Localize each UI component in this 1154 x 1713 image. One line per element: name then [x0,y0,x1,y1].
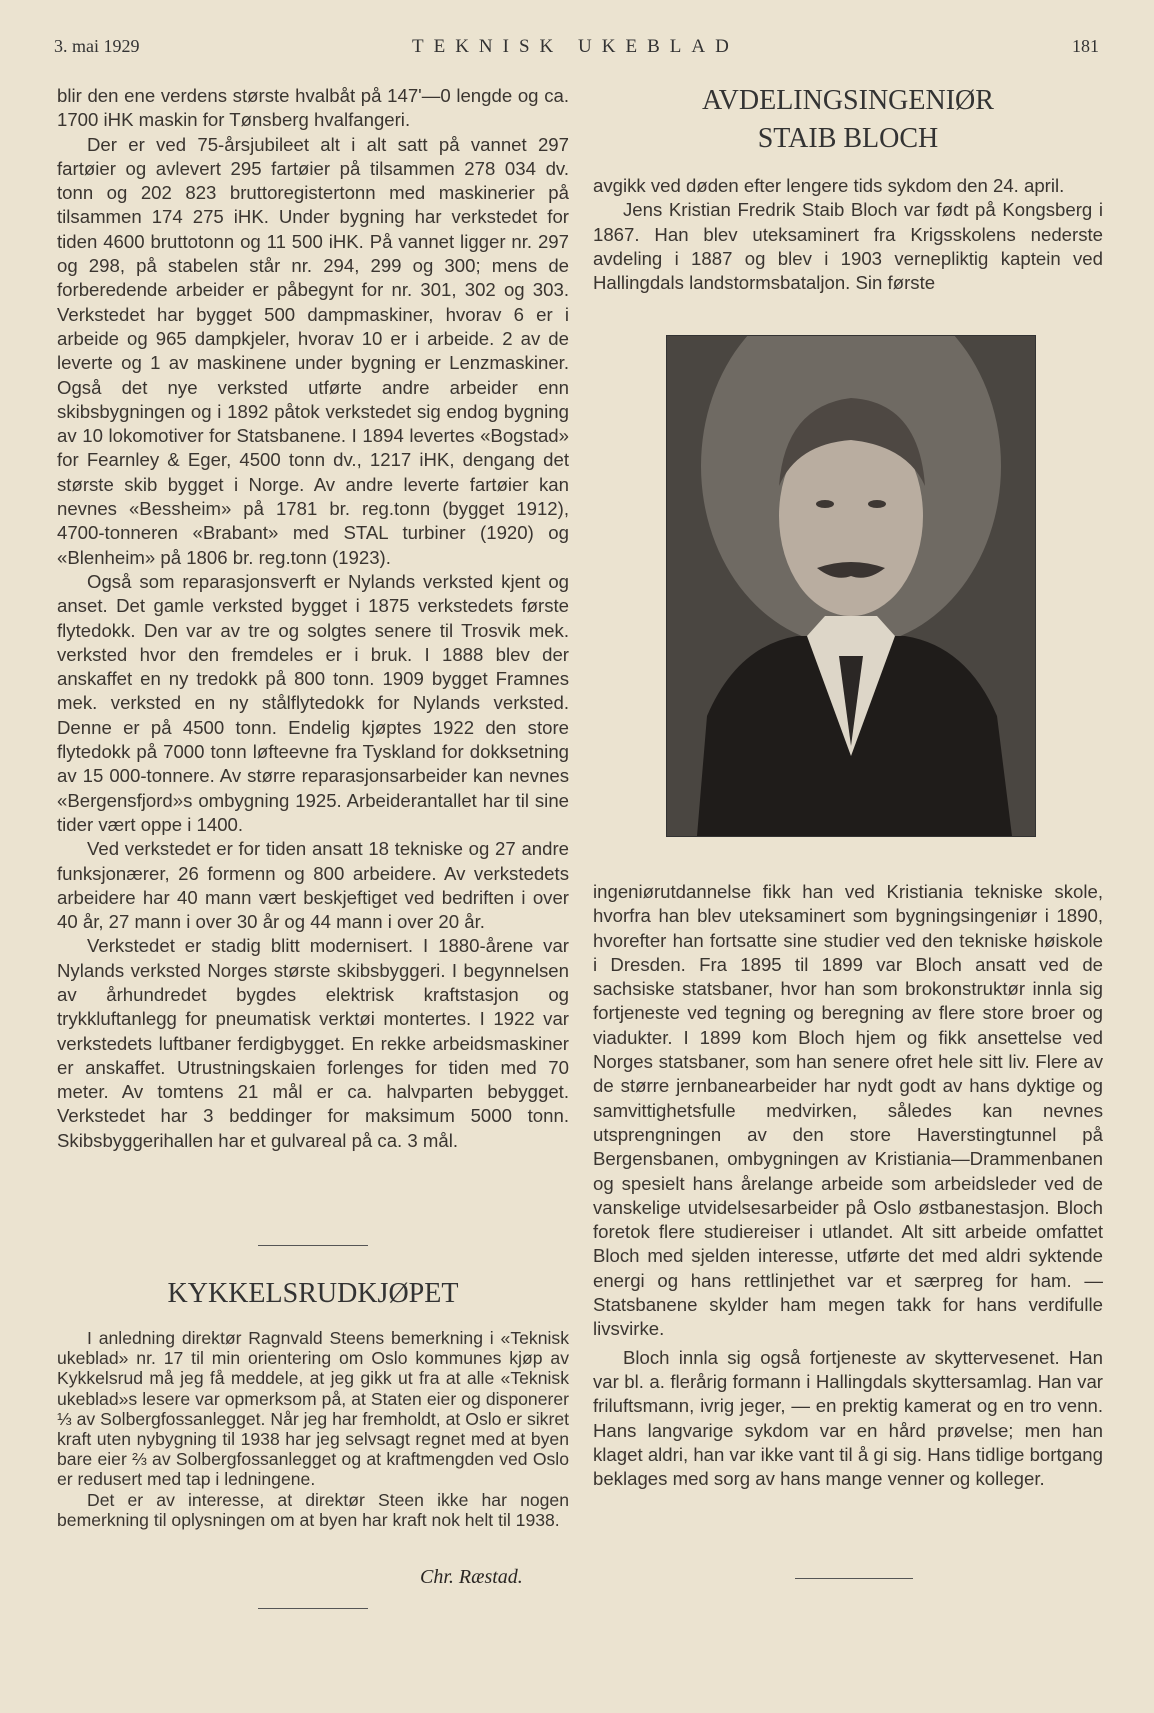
obituary-heading-line2: STAIB BLOCH [757,123,939,154]
journal-title: TEKNISK UKEBLAD [412,36,739,57]
paragraph: I anledning direktør Ragnvald Steens bemerkning i «Teknisk ukeblad» nr. 17 til min orientering om Oslo kommunes kjøp av Kykkelsrud må jeg få meddele, at jeg gikk ut fra at alle «Teknisk ukeblad»s lesere var opmerksom på, at Staten eier og disponerer ⅓ av Solbergfossanlegget. Når jeg har fremholdt, at Oslo er sikret kraft uten nybygning til 1938 har jeg selvsagt regnet med at byen bare eier ⅔ av Solbergfossanlegget og at kraftmengden ved Oslo er redusert med tap i ledningene. [57,1328,569,1490]
kykkelsrud-heading: KYKKELSRUDKJØPET [167,1278,459,1309]
paragraph: Også som reparasjonsverft er Nylands verksted kjent og anset. Det gamle verksted bygget i 1875 verkstedets første flytedokk. Den var av tre og solgtes senere til Trosvik mek. verksted hvor den fremdeles er i bruk. I 1888 blev der anskaffet en ny tredokk på 800 tonn. 1909 bygget Framnes mek. verksted en ny stålflytedokk for Nylands verksted. Denne er på 4500 tonn. Endelig kjøptes 1922 den store flytedokk på 7000 tonn løfteevne fra Tyskland for dokksetning av 15 000-tonnere. Av større reparasjonsarbeider kan nevnes «Bergensfjord»s ombygning 1925. Arbeiderantallet har til sine tider vært oppe i 1400. [57,570,569,835]
portrait-illustration [667,336,1035,836]
paragraph: Der er ved 75-årsjubileet alt i alt satt på vannet 297 fartøier og avlevert 295 fartøier på tilsammen 278 034 dv. tonn og 202 823 bruttoregistertonn med maskinerier på tilsammen 174 275 iHK. Under bygning har verkstedet for tiden 4600 bruttotonn og 11 500 iHK. På vannet ligger nr. 297 og 298, på stabelen står nr. 294, 299 og 300; mens de forberedende arbeider er påbegynt for nr. 301, 302 og 303. Verkstedet har bygget 500 dampmaskiner, hvorav 6 er i arbeide og 965 dampkjeler, hvorav 10 er i arbeide. 2 av de leverte og 1 av maskinene under bygning er Lenzmaskiner. Også det nye verksted utførte andre arbeider enn skibsbygningen og i 1892 påtok verkstedet sig endog bygning av 10 lokomotiver for Statsbanene. I 1894 levertes «Bogstad» for Fearnley & Eger, 4500 tonn dv., 1217 iHK, dengang det største skib bygget i Norge. Av andre leverte fartøier kan nevnes «Bessheim» på 1781 br. reg.tonn (bygget 1912), 4700-tonneren «Brabant» med STAL turbiner (1920) og «Blenheim» på 1806 br. reg.tonn (1923). [57,133,569,568]
paragraph: avgikk ved døden efter lengere tids sykdom den 24. april. [593,175,1065,196]
paragraph: Verkstedet er stadig blitt modernisert. I 1880-årene var Nylands verksted Norges største skibsbyggeri. I begynnelsen av århundredet bygdes elektrisk kraftstasjon og trykkluftanlegg for pneumatisk verktøi montertes. I 1922 var verkstedets luftbaner ferdigbygget. En rekke arbeidsmaskiner er anskaffet. Utrustningskaien forlenges for tiden med 70 meter. Av tomtens 21 mål er ca. halvparten bebygget. Verkstedet har 3 beddinger for maksimum 5000 tonn. Skibsbyggerihallen har et gulvareal på ca. 3 mål. [57,935,569,1151]
nylands-article [57,84,569,1153]
obituary-heading-line1: AVDELINGSINGENIØR [702,85,994,116]
kykkelsrud-article [57,1328,569,1530]
author-signature: Chr. Ræstad. [420,1566,523,1588]
issue-date: 3. mai 1929 [54,36,140,56]
paragraph: ingeniørutdannelse fikk han ved Kristiania tekniske skole, hvorfra han blev uteksaminert som bygningsingeniør i 1890, hvorefter han fortsatte sine studier ved den tekniske høiskole i Dresden. Fra 1895 til 1899 var Bloch ansatt ved de sachsiske statsbaner, hvor han som brokonstruktør innla sig fortjeneste ved tegning og beregning av flere store broer og viadukter. I 1899 kom Bloch hjem og fikk ansettelse ved Norges statsbaner, som han senere ofret hele sitt liv. Flere av de større jernbanearbeider har nydt godt av hans dyktige og samvittighetsfulle medvirken, således kan nevnes utsprengningen av den store Haverstingtunnel på Bergensbanen, ombygningen av Kristiania—Drammenbanen og spesielt hans årelange arbeide som arbeidsleder ved de vanskelige utvidelsesarbeider på Oslo østbanestasjon. Bloch foretok flere studiereiser i utlandet. Alt sitt arbeide omfattet Bloch med sjelden interesse, utførte det med aldri syktende energi og hans rettlinjethet var et særpreg for ham. — Statsbanene skylder ham megen takk for hans verdifulle livsvirke. [593,881,1103,1340]
page-number: 181 [1072,36,1099,56]
obituary-heading [593,82,1103,158]
obituary-intro [593,174,1103,295]
paragraph: Bloch innla sig også fortjeneste av skyttervesenet. Han var bl. a. flerårig formann i Hallingdals skyttersamlag. Han var friluftsmann, ivrig jeger, — en prektig kamerat og en tro venn. Hans langvarige sykdom var en hård prøvelse; men han klaget aldri, han var ikke vant til å gi sig. Hans tidlige bortgang beklages med sorg av hans mange venner og kolleger. [593,1346,1103,1490]
paragraph: blir den ene verdens største hvalbåt på 147'—0 lengde og ca. 1700 iHK maskin for Tønsberg hvalfangeri. [57,85,569,131]
obituary-body [593,880,1103,1491]
paragraph: Jens Kristian Fredrik Staib Bloch var født på Kongsberg i 1867. Han blev uteksaminert fra Krigsskolens nederste avdeling i 1887 og blev i 1903 vernepliktig kaptein ved Hallingdals landstormsbataljon. Sin første [593,199,1103,294]
paragraph: Det er av interesse, at direktør Steen ikke har nogen bemerkning til oplysningen om at byen har kraft nok helt til 1938. [57,1489,569,1530]
portrait-photo [666,335,1036,837]
section-divider [795,1578,913,1579]
paragraph: Ved verkstedet er for tiden ansatt 18 tekniske og 27 andre funksjonærer, 26 formenn og 800 arbeidere. Av verkstedets arbeidere har 40 mann vært beskjeftiget ved bedriften i over 40 år, 27 mann i over 30 år og 44 mann i over 20 år. [57,838,569,933]
section-divider [258,1245,368,1246]
section-divider [258,1608,368,1609]
